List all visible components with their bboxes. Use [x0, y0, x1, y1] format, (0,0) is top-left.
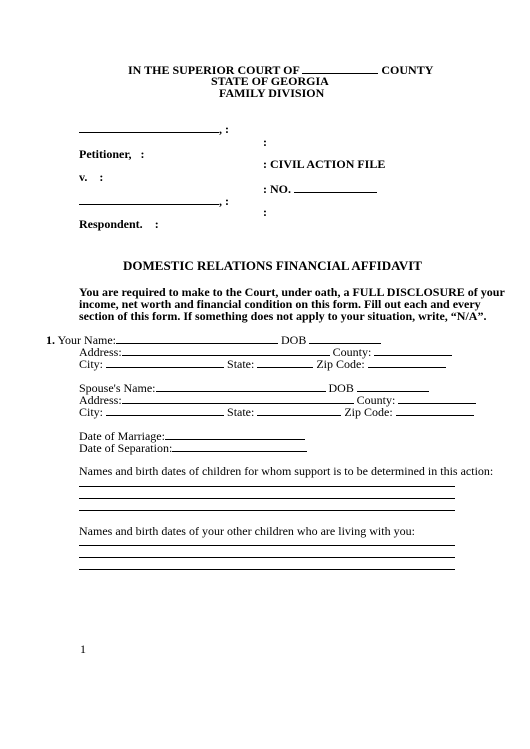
- children-support-line-1[interactable]: [79, 486, 455, 487]
- spouse-zip-field[interactable]: [396, 404, 474, 416]
- spouse-name-row: Spouse's Name: DOB: [79, 380, 429, 396]
- spouse-address-field[interactable]: [122, 392, 354, 404]
- intro-line-1: You are required to make to the Court, under oath, a FULL DISCLOSURE of your: [79, 285, 505, 299]
- petitioner-name-field[interactable]: [79, 121, 219, 133]
- marriage-date-field[interactable]: [165, 428, 305, 440]
- other-children-line-1[interactable]: [79, 545, 455, 546]
- other-children-line-3[interactable]: [79, 569, 455, 570]
- marriage-date-row: Date of Marriage:: [79, 428, 305, 444]
- your-address-field[interactable]: [122, 344, 330, 356]
- separation-date-field[interactable]: [172, 440, 307, 452]
- petitioner-name-row: , :: [79, 121, 229, 137]
- your-address-row: Address: County:: [79, 344, 452, 360]
- your-name-field[interactable]: [116, 332, 278, 344]
- petitioner-label: Petitioner, :: [79, 147, 145, 161]
- caption-colon-1: :: [263, 135, 267, 149]
- spouse-name-field[interactable]: [156, 380, 326, 392]
- page-number: 1: [80, 642, 86, 656]
- civil-action-label: : CIVIL ACTION FILE: [263, 157, 386, 171]
- respondent-label: Respondent. :: [79, 217, 159, 231]
- form-title: DOMESTIC RELATIONS FINANCIAL AFFIDAVIT: [123, 258, 422, 273]
- other-children-label: Names and birth dates of your other children who are living with you:: [79, 524, 415, 538]
- respondent-name-field[interactable]: [79, 193, 219, 205]
- spouse-dob-field[interactable]: [357, 380, 429, 392]
- intro-line-3: section of this form. If something does not apply to your situation, write, “N/A”.: [79, 309, 487, 323]
- intro-line-2: income, net worth and financial condition on this form. Fill out each and every: [79, 297, 481, 311]
- children-support-line-3[interactable]: [79, 510, 455, 511]
- other-children-line-2[interactable]: [79, 557, 455, 558]
- spouse-address-row: Address: County:: [79, 392, 476, 408]
- respondent-name-row: , :: [79, 193, 229, 209]
- court-header-line2: STATE OF GEORGIA: [211, 74, 329, 88]
- spouse-city-row: City: State: Zip Code:: [79, 404, 474, 420]
- your-county-field[interactable]: [374, 344, 452, 356]
- spouse-state-field[interactable]: [257, 404, 341, 416]
- your-city-field[interactable]: [106, 356, 224, 368]
- spouse-county-field[interactable]: [398, 392, 476, 404]
- your-zip-field[interactable]: [368, 356, 446, 368]
- children-support-label: Names and birth dates of children for whom support is to be determined in this action:: [79, 464, 494, 478]
- case-number-field[interactable]: [294, 181, 377, 193]
- caption-colon-2: :: [263, 205, 267, 219]
- children-support-line-2[interactable]: [79, 498, 455, 499]
- your-city-row: City: State: Zip Code:: [79, 356, 446, 372]
- spouse-city-field[interactable]: [106, 404, 224, 416]
- case-number-row: : NO.: [263, 181, 377, 197]
- court-header-line3: FAMILY DIVISION: [219, 86, 325, 100]
- your-state-field[interactable]: [257, 356, 313, 368]
- your-dob-field[interactable]: [309, 332, 381, 344]
- court-header-line1: IN THE SUPERIOR COURT OF COUNTY: [128, 63, 434, 77]
- versus-label: v. :: [79, 170, 104, 184]
- separation-date-row: Date of Separation:: [79, 440, 307, 456]
- your-name-row: 1. Your Name: DOB: [46, 332, 381, 348]
- county-name-field[interactable]: [302, 62, 378, 74]
